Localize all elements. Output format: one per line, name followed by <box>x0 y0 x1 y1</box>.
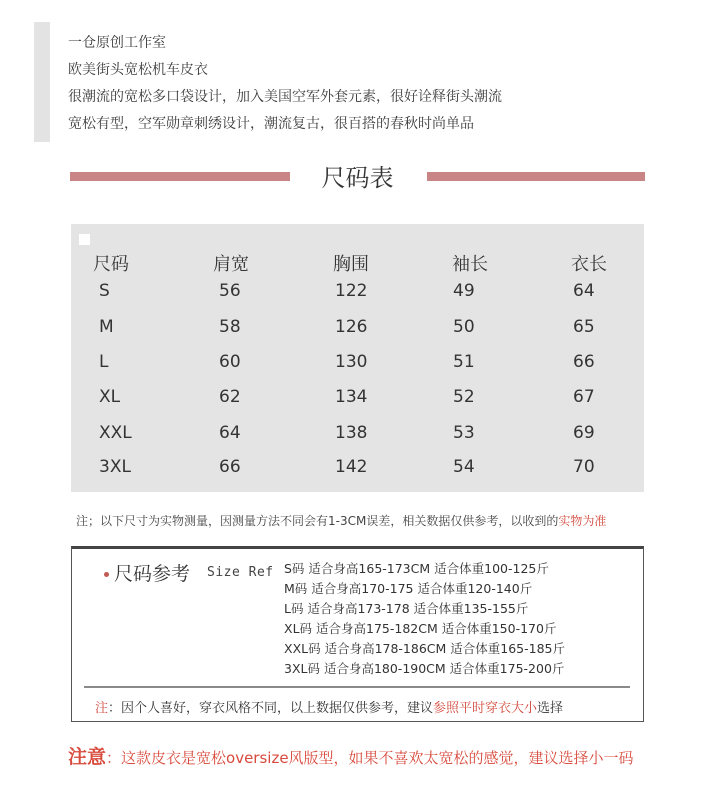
list-item: XL码 适合身高175-182CM 适合体重150-170斤 <box>284 621 557 636</box>
product-intro <box>68 30 502 138</box>
list-item: XXL码 适合身高178-186CM 适合体重165-185斤 <box>284 641 566 656</box>
title-rule-right <box>427 172 645 181</box>
cell-shoulder: 58 <box>219 317 241 337</box>
cell-sleeve: 50 <box>453 317 475 337</box>
cell-sleeve: 53 <box>453 423 475 443</box>
list-item: 3XL码 适合身高180-190CM 适合体重175-200斤 <box>284 661 565 676</box>
header-chest: 胸围 <box>333 254 369 275</box>
cell-size: L <box>99 352 109 372</box>
cell-sleeve: 52 <box>453 387 475 407</box>
cell-shoulder: 60 <box>219 352 241 372</box>
cell-length: 65 <box>573 317 595 337</box>
measurement-note-text: 注；以下尺寸为实物测量，因测量方法不同会有1-3CM误差，相关数据仅供参考，以收到的 <box>76 514 559 528</box>
table-row <box>71 420 644 450</box>
fit-warning <box>68 742 634 769</box>
cell-chest: 134 <box>335 387 368 407</box>
table-row <box>71 314 644 344</box>
product-description-1: 很潮流的宽松多口袋设计，加入美国空军外套元素，很好诠释街头潮流 <box>68 89 502 105</box>
cell-chest: 130 <box>335 352 368 372</box>
table-row <box>71 278 644 308</box>
note-highlight: 参照平时穿衣大小 <box>433 701 538 716</box>
size-reference-title: 尺码参考 <box>114 563 191 585</box>
cell-size: XL <box>99 387 121 407</box>
intro-accent-bar <box>34 22 50 142</box>
cell-length: 67 <box>573 387 595 407</box>
table-row <box>71 349 644 379</box>
cell-length: 66 <box>573 352 595 372</box>
note-label: 注 <box>95 701 109 716</box>
size-table <box>71 224 644 492</box>
size-reference-note <box>95 697 563 716</box>
cell-size: S <box>99 281 110 301</box>
measurement-note <box>76 512 606 529</box>
cell-shoulder: 66 <box>219 457 241 477</box>
cell-length: 64 <box>573 281 595 301</box>
note-end: 选择 <box>537 701 564 716</box>
cell-shoulder: 64 <box>219 423 241 443</box>
header-shoulder: 肩宽 <box>213 254 249 275</box>
fit-warning-label: 注意 <box>68 746 107 768</box>
product-description-2: 宽松有型，空军勋章刺绣设计，潮流复古，很百搭的春秋时尚单品 <box>68 116 474 132</box>
checkbox-icon <box>79 234 90 245</box>
header-length: 衣长 <box>571 254 607 275</box>
cell-chest: 126 <box>335 317 368 337</box>
cell-size: XXL <box>99 423 132 443</box>
size-chart-title: 尺码表 <box>321 164 394 192</box>
size-reference-list <box>284 559 565 679</box>
cell-length: 70 <box>573 457 595 477</box>
brand-name: 一仓原创工作室 <box>68 35 166 51</box>
size-reference-box <box>71 546 644 722</box>
cell-shoulder: 56 <box>219 281 241 301</box>
list-item: L码 适合身高173-178 适合体重135-155斤 <box>284 601 529 616</box>
list-item: M码 适合身高170-175 适合体重120-140斤 <box>284 581 533 596</box>
cell-sleeve: 51 <box>453 352 475 372</box>
cell-size: M <box>99 317 114 337</box>
cell-size: 3XL <box>99 457 131 477</box>
cell-sleeve: 54 <box>453 457 475 477</box>
note-text: ：因个人喜好，穿衣风格不同，以上数据仅供参考，建议 <box>108 701 434 716</box>
cell-sleeve: 49 <box>453 281 475 301</box>
size-chart-title-bar <box>70 155 645 195</box>
table-row <box>71 454 644 484</box>
header-size: 尺码 <box>93 254 129 275</box>
cell-length: 69 <box>573 423 595 443</box>
cell-shoulder: 62 <box>219 387 241 407</box>
header-sleeve: 袖长 <box>452 254 488 275</box>
cell-chest: 142 <box>335 457 368 477</box>
fit-warning-text: ：这款皮衣是宽松oversize风版型，如果不喜欢太宽松的感觉，建议选择小一码 <box>106 749 634 767</box>
size-reference-subtitle: Size Ref <box>207 565 274 580</box>
divider <box>84 686 630 688</box>
product-name: 欧美街头宽松机车皮衣 <box>68 62 208 78</box>
cell-chest: 138 <box>335 423 368 443</box>
measurement-note-highlight: 实物为准 <box>558 514 607 528</box>
cell-chest: 122 <box>335 281 368 301</box>
list-item: S码 适合身高165-173CM 适合体重100-125斤 <box>284 561 549 576</box>
table-row <box>71 384 644 414</box>
bullet-dot-icon <box>104 572 109 577</box>
